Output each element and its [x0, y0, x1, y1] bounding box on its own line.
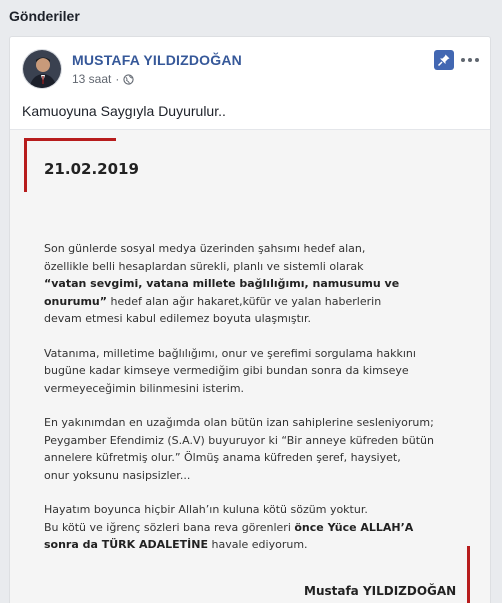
paragraph-text: Hayatım boyunca hiçbir Allah’ın kuluna kötü sözüm yoktur. Bu kötü ve iğrenç sözleri bana reva görenleri	[44, 503, 368, 534]
letter-date: 21.02.2019	[44, 160, 139, 178]
red-corner-line	[467, 546, 470, 603]
post-card	[9, 36, 491, 603]
post-text: Kamuoyuna Saygıyla Duyurulur..	[22, 103, 226, 119]
paragraph-text: havale ediyorum.	[208, 538, 308, 551]
post-image-letter[interactable]	[10, 129, 490, 603]
globe-icon[interactable]	[123, 74, 134, 85]
red-corner-line	[24, 138, 27, 192]
letter-body	[44, 240, 464, 571]
red-corner-line	[24, 138, 116, 141]
post-time[interactable]: 13 saat	[72, 72, 112, 86]
more-dots-icon	[468, 58, 472, 62]
author-name[interactable]: MUSTAFA YILDIZDOĞAN	[72, 52, 242, 68]
paragraph-emphasis: “vatan sevgimi, vatana millete bağlılığımı, namusumu ve onurumu”	[44, 277, 400, 308]
letter-paragraph-3: En yakınımdan en uzağımda olan bütün izan sahiplerine sesleniyorum; Peygamber Efendimiz (S.A.V) buyuruyor ki “Bir anneye küfreden bütün annelere küfretmiş olur.” Ölmüş anama küfreden şeref, haysiyet, onur yoksunu nasipsizler...	[44, 416, 434, 482]
paragraph-text: hedef alan ağır hakaret,küfür ve yalan haberlerin devam etmesi kabul edilemez boyuta ulaşmıştır.	[44, 294, 382, 325]
pin-icon	[437, 53, 451, 67]
letter-paragraph-2: Vatanıma, milletime bağlılığımı, onur ve şerefimi sorgulama hakkını bugüne kadar kimseye vermediğim gibi bundan sonra da kimseye vermeyeceğimin bilinmesini isterim.	[44, 346, 416, 395]
more-dots-icon	[475, 58, 479, 62]
letter-signature: Mustafa YILDIZDOĞAN	[304, 584, 457, 598]
more-options-button[interactable]	[459, 53, 481, 67]
section-title: Gönderiler	[9, 8, 80, 24]
letter-paragraph-4	[44, 501, 464, 554]
more-dots-icon	[461, 58, 465, 62]
pin-button[interactable]	[434, 50, 454, 70]
paragraph-text: Son günlerde sosyal medya üzerinden şahsımı hedef alan, özellikle belli hesaplardan sürekli, planlı ve sistemli olarak	[44, 242, 366, 273]
paragraph-emphasis: önce Yüce ALLAH’A sonra da TÜRK ADALETİNE	[44, 520, 414, 551]
avatar[interactable]	[22, 49, 62, 89]
avatar-image	[23, 50, 62, 89]
meta-separator: ·	[115, 72, 120, 86]
post-meta	[72, 72, 134, 86]
letter-paragraph-1	[44, 240, 464, 328]
